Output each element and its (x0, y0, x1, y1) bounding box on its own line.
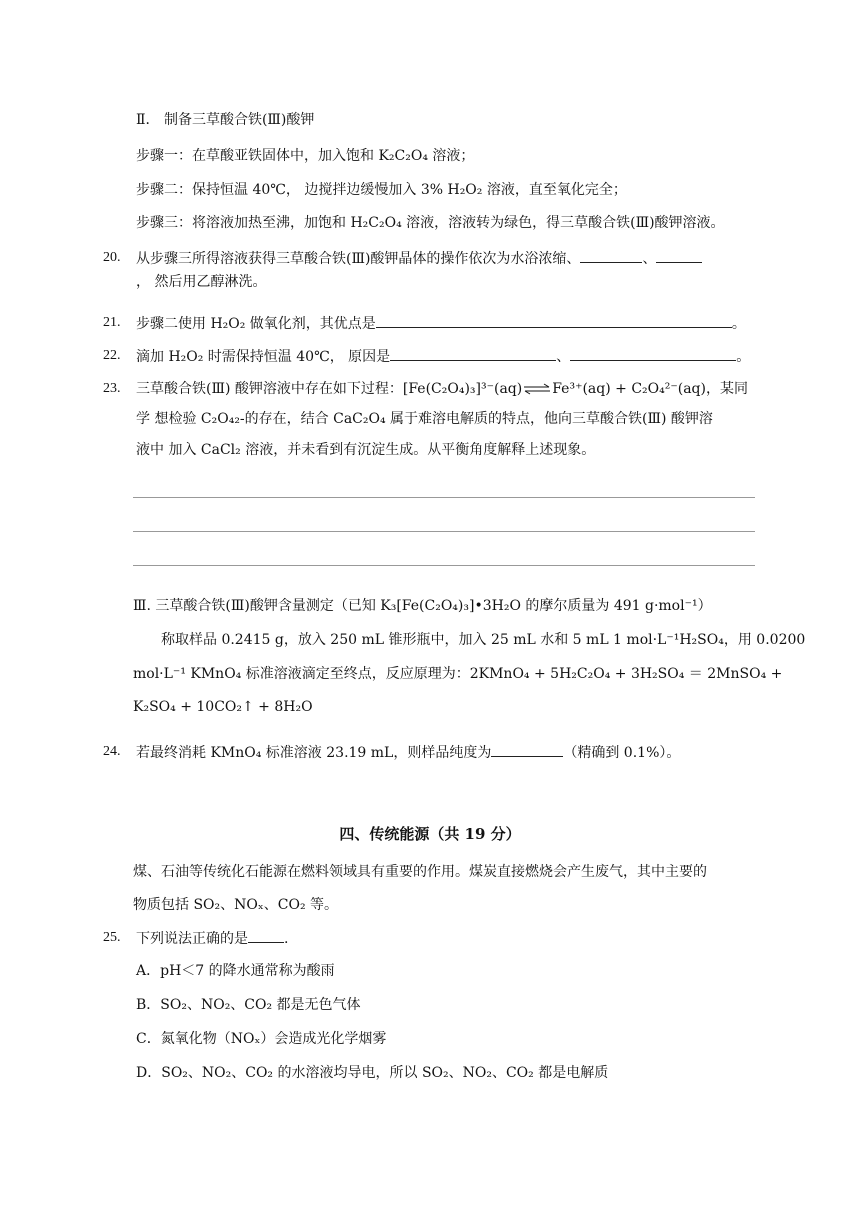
question-25 (136, 928, 288, 949)
equilibrium-left: 三草酸合铁(Ⅲ) 酸钾溶液中存在如下过程：[Fe(C₂O₄)₃]³⁻(aq) (136, 381, 523, 397)
answer-line[interactable] (133, 531, 755, 532)
end-mark: 。 (736, 349, 751, 365)
precision-note: （精确到 0.1%）。 (563, 745, 681, 761)
section-2-title: Ⅱ． 制备三草酸合铁(Ⅲ)酸钾 (136, 112, 315, 128)
question-number: 24. (103, 744, 121, 759)
question-20-cont: ， 然后用乙醇淋洗。 (136, 274, 267, 290)
section-4-heading: 四、传统能源（共 19 分） (339, 825, 521, 843)
option-a[interactable]: A．pH＜7 的降水通常称为酸雨 (136, 963, 335, 979)
question-number: 20. (103, 250, 121, 265)
answer-line[interactable] (133, 565, 755, 566)
option-c[interactable]: C．氮氧化物（NOₓ）会造成光化学烟雾 (136, 1031, 387, 1047)
question-20-text: 从步骤三所得溶液获得三草酸合铁(Ⅲ)酸钾晶体的操作依次为水浴浓缩、 (136, 251, 581, 267)
answer-blank[interactable] (491, 742, 563, 757)
answer-line[interactable] (133, 497, 755, 498)
answer-blank[interactable] (580, 248, 642, 263)
answer-blank[interactable] (570, 346, 736, 361)
question-number: 21. (103, 315, 121, 330)
section-3-para-1: 称取样品 0.2415 g，放入 250 mL 锥形瓶中，加入 25 mL 水和 5 mL 1 mol·L⁻¹H₂SO₄，用 0.0200 (161, 632, 806, 648)
option-b[interactable]: B．SO₂、NO₂、CO₂ 都是无色气体 (136, 997, 361, 1013)
answer-blank[interactable] (390, 346, 556, 361)
question-23-line-1 (136, 379, 748, 399)
answer-blank[interactable] (376, 313, 732, 328)
question-24-text: 若最终消耗 KMnO₄ 标准溶液 23.19 mL，则样品纯度为 (136, 745, 492, 761)
question-number: 25. (103, 930, 121, 945)
section-3-para-2: mol·L⁻¹ KMnO₄ 标准溶液滴定至终点，反应原理为：2KMnO₄ + 5H₂C₂O₄ + 3H₂SO₄ ＝ 2MnSO₄ + (133, 666, 783, 682)
question-22-text: 滴加 H₂O₂ 时需保持恒温 40℃， 原因是 (136, 349, 391, 365)
equilibrium-right: Fe³⁺(aq) + C₂O₄²⁻(aq)，某同 (552, 381, 748, 397)
step-1: 步骤一：在草酸亚铁固体中，加入饱和 K₂C₂O₄ 溶液； (136, 148, 475, 164)
section-3-title: Ⅲ. 三草酸合铁(Ⅲ)酸钾含量测定（已知 K₃[Fe(C₂O₄)₃]•3H₂O 的摩尔质量为 491 g·mol⁻¹） (133, 598, 712, 614)
answer-blank[interactable] (248, 928, 284, 943)
question-23-line-3: 液中 加入 CaCl₂ 溶液，并未看到有沉淀生成。从平衡角度解释上述现象。 (136, 442, 596, 458)
question-25-text: 下列说法正确的是 (136, 931, 248, 947)
question-number: 22. (103, 348, 121, 363)
step-2: 步骤二：保持恒温 40℃， 边搅拌边缓慢加入 3% H₂O₂ 溶液，直至氧化完全； (136, 182, 627, 198)
answer-blank[interactable] (656, 248, 702, 263)
section-3-para-3: K₂SO₄ + 10CO₂↑ + 8H₂O (133, 699, 313, 715)
question-23-line-2: 学 想检验 C₂O₄₂-的存在，结合 CaC₂O₄ 属于难溶电解质的特点，他向三草酸合铁(Ⅲ) 酸钾溶 (136, 411, 713, 427)
question-21 (136, 313, 746, 334)
end-mark: . (284, 931, 289, 947)
option-d[interactable]: D．SO₂、NO₂、CO₂ 的水溶液均导电，所以 SO₂、NO₂、CO₂ 都是电解质 (136, 1065, 609, 1081)
question-20 (136, 248, 702, 269)
section-4-intro-1: 煤、石油等传统化石能源在燃料领域具有重要的作用。煤炭直接燃烧会产生废气，其中主要的 (133, 864, 707, 880)
equilibrium-arrow-icon (522, 383, 552, 395)
question-24 (136, 742, 680, 763)
question-21-text: 步骤二使用 H₂O₂ 做氧化剂，其优点是 (136, 316, 376, 332)
separator: 、 (642, 251, 657, 267)
step-3: 步骤三：将溶液加热至沸，加饱和 H₂C₂O₄ 溶液，溶液转为绿色，得三草酸合铁(Ⅲ)酸钾溶液。 (136, 215, 725, 231)
end-mark: 。 (731, 316, 746, 332)
section-4-intro-2: 物质包括 SO₂、NOₓ、CO₂ 等。 (133, 897, 339, 913)
question-22 (136, 346, 750, 367)
question-number: 23. (103, 381, 121, 396)
separator: 、 (556, 349, 571, 365)
